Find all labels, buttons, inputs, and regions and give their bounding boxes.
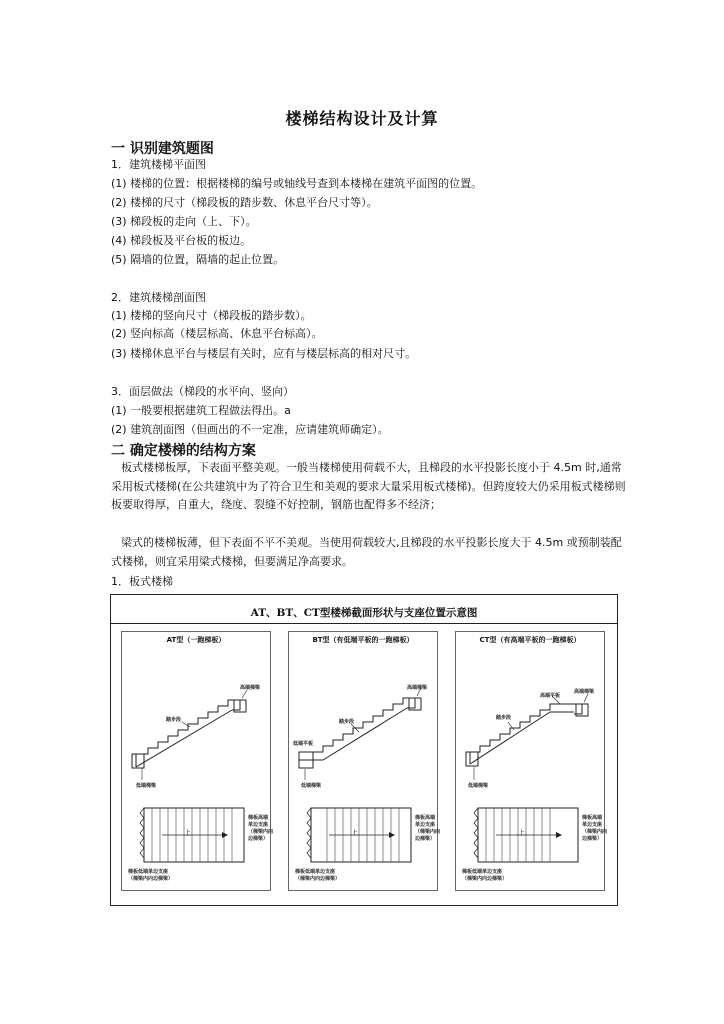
list-item: (1) 一般要根据建筑工程做法得出。a bbox=[111, 404, 291, 417]
label-low-beam: 低端梯梁 bbox=[301, 783, 322, 789]
plan-note: 梯板高端 bbox=[582, 815, 603, 821]
label-low-beam: 低端梯梁 bbox=[136, 783, 157, 789]
list-item: 3．面层做法（梯段的水平向、竖向） bbox=[111, 385, 294, 398]
subheading-slab-stair: 1．板式楼梯 bbox=[111, 575, 173, 588]
label-flight: 踏步段 bbox=[339, 719, 355, 725]
list-item: (1) 楼梯的竖向尺寸（梯段板的踏步数）。 bbox=[111, 309, 312, 322]
label-high-platform: 高端平板 bbox=[540, 693, 561, 699]
plan-note: 梯板高端 bbox=[415, 815, 436, 821]
label-low-platform: 低端平板 bbox=[293, 741, 314, 747]
list-item: (2) 楼梯的尺寸（梯段板的踏步数、休息平台尺寸等）。 bbox=[111, 196, 378, 209]
section-1-heading: 一 识别建筑题图 bbox=[111, 141, 214, 157]
document-title: 楼梯结构设计及计算 bbox=[285, 109, 439, 128]
panel-at bbox=[121, 631, 274, 891]
figure-title: AT、BT、CT型楼梯截面形状与支座位置示意图 bbox=[250, 607, 478, 619]
panel-ct bbox=[455, 631, 608, 891]
label-flight: 踏步段 bbox=[166, 717, 182, 723]
plan-note: （梯梁内向边梯梁） bbox=[295, 876, 341, 882]
section-2-heading: 二 确定楼梯的结构方案 bbox=[111, 443, 256, 459]
plan-note: 梯板低端单边支座 bbox=[462, 869, 503, 875]
list-item: (3) 楼梯休息平台与楼层有关时，应有与楼层标高的相对尺寸。 bbox=[111, 347, 417, 360]
list-item: (2) 建筑剖面图（但画出的不一定准，应请建筑师确定）。 bbox=[111, 423, 389, 436]
label-flight: 踏步段 bbox=[496, 715, 512, 721]
figure-divider bbox=[111, 623, 617, 624]
plan-note: 边梯梁） bbox=[415, 836, 436, 842]
plan-note: 梯板低端单边支座 bbox=[295, 869, 336, 875]
plan-note: 边梯梁） bbox=[582, 836, 603, 842]
list-item: 1．建筑楼梯平面图 bbox=[111, 158, 206, 171]
plan-note: 单边支座 bbox=[582, 822, 603, 828]
list-item: (1) 楼梯的位置：根据楼梯的编号或轴线号查到本楼梯在建筑平面图的位置。 bbox=[111, 177, 483, 190]
plan-note: 单边支座 bbox=[415, 822, 436, 828]
at-stair-diagram bbox=[122, 632, 272, 892]
label-high-beam: 高端梯梁 bbox=[407, 685, 428, 691]
label-high-beam: 高端梯梁 bbox=[240, 685, 261, 691]
panel-bt bbox=[288, 631, 441, 891]
plan-note: 梯板高端 bbox=[248, 815, 269, 821]
plan-note: 梯板低端单边支座 bbox=[128, 869, 169, 875]
label-low-beam: 低端梯梁 bbox=[468, 783, 489, 789]
stair-figure bbox=[110, 594, 618, 906]
list-item: (5) 隔墙的位置，隔墙的起止位置。 bbox=[111, 253, 285, 266]
list-item: (3) 梯段板的走向（上、下）。 bbox=[111, 215, 257, 228]
list-item: 2．建筑楼梯剖面图 bbox=[111, 291, 206, 304]
list-item: (4) 梯段板及平台板的板边。 bbox=[111, 234, 252, 247]
bt-stair-diagram bbox=[289, 632, 439, 892]
panel-title: CT型（有高端平板的一跑梯板） bbox=[479, 636, 581, 644]
plan-note: 单边支座 bbox=[248, 822, 269, 828]
plan-note: （梯梁内向边梯梁） bbox=[128, 876, 174, 882]
label-high-beam: 高端梯梁 bbox=[574, 689, 595, 695]
list-item: (2) 竖向标高（楼层标高、休息平台标高）。 bbox=[111, 327, 323, 340]
arrow-up-label: 上 bbox=[518, 829, 525, 837]
panel-title: BT型（有低端平板的一跑梯板） bbox=[312, 636, 414, 644]
paragraph-slab-stair: 板式楼梯板厚，下表面平整美观。一般当楼梯使用荷载不大，且梯段的水平投影长度小于 4.5m 时,通常采用板式楼梯(在公共建筑中为了符合卫生和美观的要求大量采用板式楼梯)。但跨度较大仍采用板式楼梯则板要取得厚，自重大，绕度、裂缝不好控制，钢筋也配得多不经济； bbox=[111, 461, 626, 511]
plan-note: （梯梁内向 bbox=[582, 829, 608, 835]
panel-title: AT型（一跑梯板） bbox=[166, 636, 226, 644]
arrow-up-label: 上 bbox=[184, 829, 191, 837]
plan-note: （梯梁内向 bbox=[415, 829, 441, 835]
plan-note: （梯梁内向 bbox=[248, 829, 274, 835]
plan-note: 边梯梁） bbox=[248, 836, 269, 842]
ct-stair-diagram bbox=[456, 632, 606, 892]
arrow-up-label: 上 bbox=[351, 829, 358, 837]
paragraph-beam-stair: 梁式的楼梯板薄，但下表面不平不美观。当使用荷载较大,且梯段的水平投影长度大于 4.5m 或预制装配式楼梯，则宜采用梁式楼梯，但要满足净高要求。 bbox=[111, 536, 622, 568]
plan-note: （梯梁内向边梯梁） bbox=[462, 876, 508, 882]
